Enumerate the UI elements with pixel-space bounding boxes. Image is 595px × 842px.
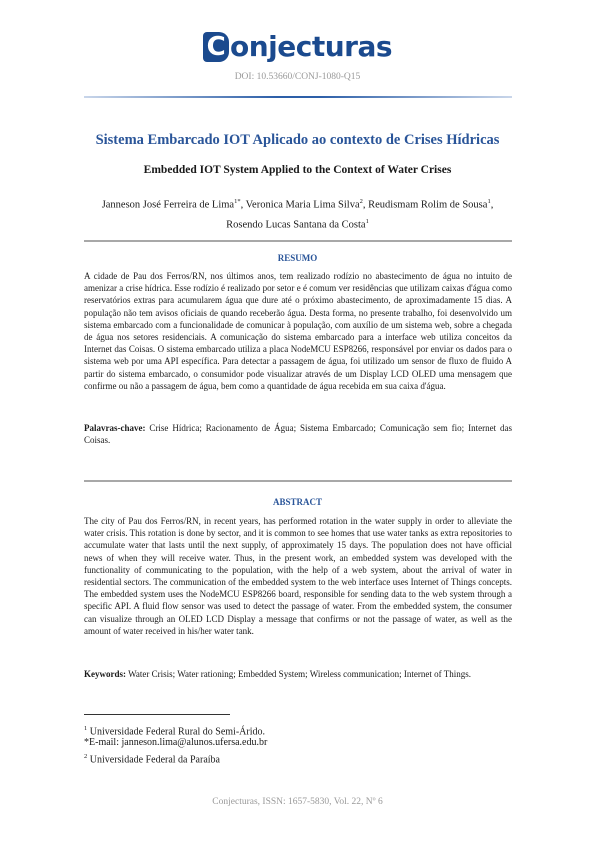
title-portuguese: Sistema Embarcado IOT Aplicado ao contexto de Crises Hídricas <box>95 132 500 148</box>
author-4-affil: 1 <box>365 217 369 225</box>
footnote-divider <box>84 714 230 715</box>
header-divider <box>84 96 512 98</box>
logo-wordmark <box>203 30 392 63</box>
abstract-heading: ABSTRACT <box>272 497 322 507</box>
footnote-1-mark: 1 <box>84 725 88 732</box>
resumo-keywords-text: Crise Hídrica; Racionamento de Água; Sistema Embarcado; Comunicação sem fio; Internet das Coisas. <box>84 423 512 446</box>
author-2: , Veronica Maria Lima Silva <box>240 199 360 211</box>
abstract-top-rule <box>84 480 512 482</box>
abstract-keywords <box>84 668 512 680</box>
author-3: , Reudismam Rolim de Sousa <box>362 199 488 211</box>
logo-c-icon: C <box>203 32 229 62</box>
title-english: Embedded IOT System Applied to the Context of Water Crises <box>143 164 452 176</box>
abstract-keywords-label: Keywords: <box>84 669 126 679</box>
resumo-heading: RESUMO <box>277 253 318 263</box>
resumo-body: A cidade de Pau dos Ferros/RN, nos últimos anos, tem realizado rodízio no abastecimento de água no intuito de amenizar a crise hídrica. Esse rodízio é realizado por setor e é comum ver residências que utilizam caixas d'água como reservatórios extras para acumularem água que dure até o próximo abastecimento, de aproximadamente 15 dias. A população não tem avisos oficiais de quando receberão água. Desta forma, no presente trabalho, foi desenvolvido um sistema embarcado com a funcionalidade de comunicar à população, com auxílio de um sistema web, sobre a chegada de água nos setores residenciais. A comunicação do sistema embarcado para a interface web utiliza conceitos da Internet das Coisas. O sistema embarcado utiliza a placa NodeMCU ESP8266, responsável por enviar os dados para o sistema web por uma API específica. Para detectar a passagem de água, foi utilizado um sensor de fluxo de fluido A partir do sistema embarcado, o consumidor pode visualizar através de um Display LCD OLED uma mensagem que confirme ou não a passagem de água, bem como a quantidade de água recebida em sua caixa d'água. <box>84 271 512 391</box>
logo-text-rest: onjecturas <box>229 30 393 63</box>
footnote-2-text: Universidade Federal da Paraíba <box>87 754 220 766</box>
author-separator: , <box>490 199 494 211</box>
resumo-top-rule <box>84 240 512 242</box>
footnote-2-mark: 2 <box>84 753 88 760</box>
resumo-keywords-label: Palavras-chave: <box>84 423 146 433</box>
page-footer: Conjecturas, ISSN: 1657-5830, Vol. 22, Nº 6 <box>212 797 383 807</box>
author-1-affil: 1* <box>234 198 241 205</box>
abstract-keywords-text: Water Crisis; Water rationing; Embedded System; Wireless communication; Internet of Things. <box>126 669 471 679</box>
footnote-2 <box>84 751 220 766</box>
author-2-affil: 2 <box>359 198 363 205</box>
authors <box>84 194 511 233</box>
journal-logo <box>0 30 595 63</box>
author-1: Janneson José Ferreira de Lima <box>101 199 235 211</box>
footnote-email[interactable]: *E-mail: janneson.lima@alunos.ufersa.edu.br <box>84 737 268 748</box>
footnote-1-text: Universidade Federal Rural do Semi-Árido. <box>87 726 265 738</box>
author-4: Rosendo Lucas Santana da Costa <box>226 219 366 230</box>
abstract-body: The city of Pau dos Ferros/RN, in recent years, has performed rotation in the water supply in order to alleviate the water crisis. This rotation is done by sector, and it is common to see homes that use water tanks as extra repositories to accumulate water that lasts until the next supply, of approximately 15 days. The population does not have official news of when they will receive water. Thus, in the present work, an embedded system was developed with the functionality of communicating to the population, with the help of a web system, about the arrival of water in residential sectors. The communication of the embedded system to the web interface uses Internet of Things concepts. The embedded system uses the NodeMCU ESP8266 board, responsible for sending data to the web system through a specific API. A fluid flow sensor was used to detect the passage of water. From the embedded system, the consumer can visualize through an OLED LCD Display a message that confirms or not the passage of water, as well as the amount of water received in his/her water tank. <box>84 516 512 636</box>
author-3-affil: 1 <box>487 198 491 205</box>
resumo-keywords <box>84 422 512 446</box>
doi[interactable]: DOI: 10.53660/CONJ-1080-Q15 <box>234 72 361 82</box>
